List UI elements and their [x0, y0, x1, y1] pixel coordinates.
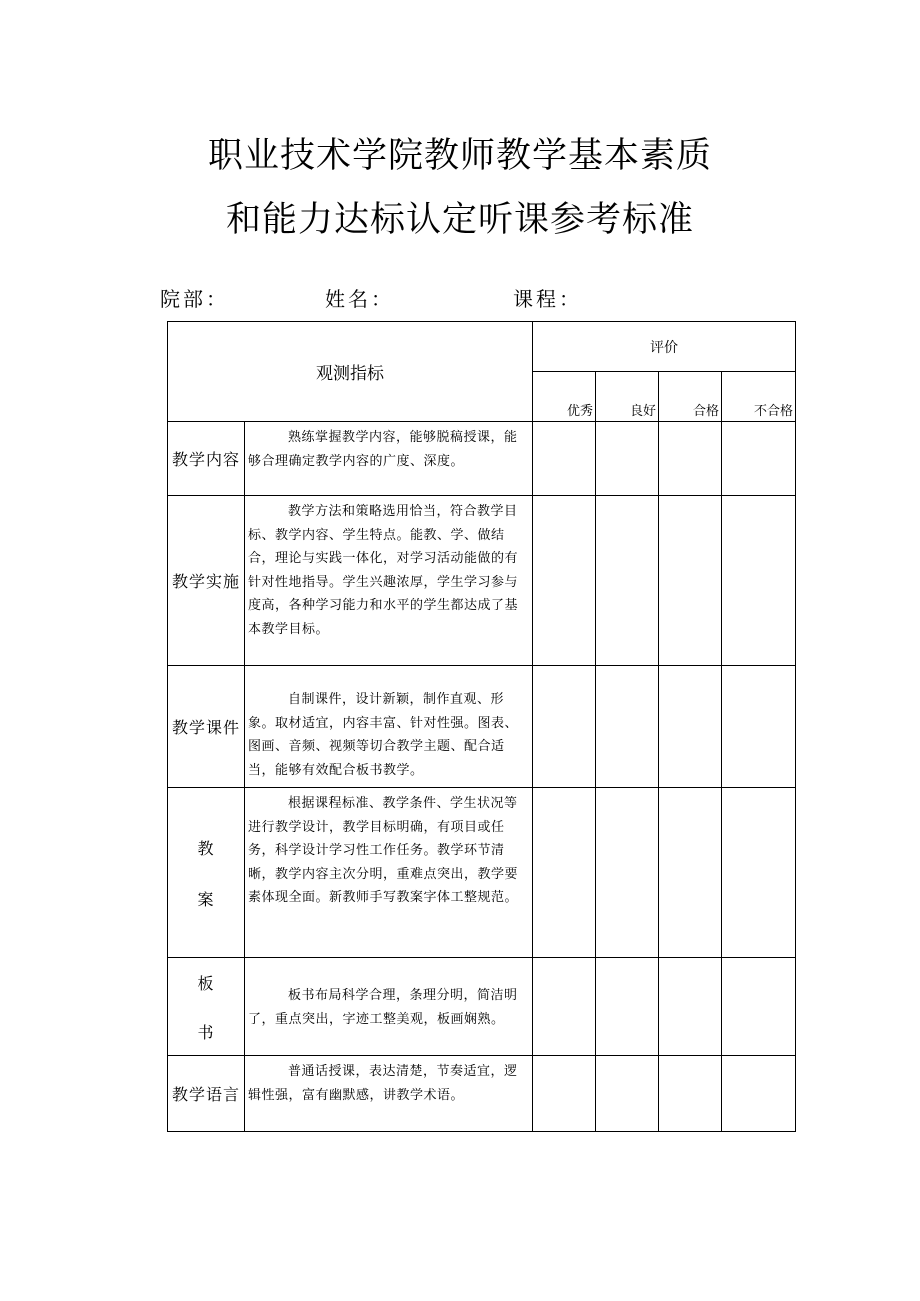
- grade-header-pass: 合格: [659, 372, 722, 422]
- row-description: 根据课程标准、教学条件、学生状况等进行教学设计，教学目标明确，有项目或任务，科学设计学习性工作任务。教学环节清晰，教学内容主次分明，重难点突出，教学要素体现全面。新教师手写教案字体工整规范。: [245, 788, 533, 958]
- row-description: 板书布局科学合理，条理分明，简洁明了，重点突出，字迹工整美观，板画娴熟。: [245, 958, 533, 1056]
- row-category: 教学内容: [168, 422, 245, 496]
- row-category-char: 板: [197, 973, 215, 993]
- score-cell-good[interactable]: [596, 422, 659, 496]
- grade-header-excellent: 优秀: [533, 372, 596, 422]
- department-label: 院部：: [160, 287, 229, 311]
- score-cell-pass[interactable]: [659, 422, 722, 496]
- score-cell-good[interactable]: [596, 666, 659, 788]
- score-cell-excellent[interactable]: [533, 666, 596, 788]
- grade-header-good: 良好: [596, 372, 659, 422]
- row-description: 普通话授课，表达清楚，节奏适宜，逻辑性强，富有幽默感，讲教学术语。: [245, 1056, 533, 1132]
- row-description: 熟练掌握教学内容，能够脱稿授课，能够合理确定教学内容的广度、深度。: [245, 422, 533, 496]
- score-cell-pass[interactable]: [659, 1056, 722, 1132]
- score-cell-excellent[interactable]: [533, 422, 596, 496]
- document-title-line-2: 和能力达标认定听课参考标准: [225, 200, 694, 240]
- table-row: [168, 422, 796, 496]
- table-row: [168, 788, 796, 958]
- document-title-line-1: 职业技术学院教师教学基本素质: [207, 136, 712, 176]
- score-cell-fail[interactable]: [722, 496, 796, 666]
- name-label: 姓名：: [325, 287, 394, 311]
- score-cell-good[interactable]: [596, 788, 659, 958]
- table-row: [168, 1056, 796, 1132]
- score-cell-fail[interactable]: [722, 788, 796, 958]
- score-cell-good[interactable]: [596, 1056, 659, 1132]
- score-cell-good[interactable]: [596, 496, 659, 666]
- score-cell-excellent[interactable]: [533, 496, 596, 666]
- score-cell-excellent[interactable]: [533, 1056, 596, 1132]
- evaluation-header: 评价: [533, 322, 796, 372]
- score-cell-fail[interactable]: [722, 1056, 796, 1132]
- score-cell-good[interactable]: [596, 958, 659, 1056]
- score-cell-pass[interactable]: [659, 666, 722, 788]
- score-cell-excellent[interactable]: [533, 958, 596, 1056]
- table-row: [168, 496, 796, 666]
- row-category: [168, 958, 245, 1056]
- table-row: [168, 666, 796, 788]
- row-category-char: 案: [197, 889, 215, 909]
- row-description: 教学方法和策略选用恰当，符合教学目标、教学内容、学生特点。能教、学、做结合，理论与实践一体化，对学习活动能做的有针对性地指导。学生兴趣浓厚，学生学习参与度高，各种学习能力和水平的学生都达成了基本教学目标。: [245, 496, 533, 666]
- row-category: 教学实施: [168, 496, 245, 666]
- score-cell-excellent[interactable]: [533, 788, 596, 958]
- row-category: [168, 788, 245, 958]
- course-label: 课程：: [513, 287, 582, 311]
- score-cell-fail[interactable]: [722, 958, 796, 1056]
- table-row: [168, 958, 796, 1056]
- grade-header-fail: 不合格: [722, 372, 796, 422]
- indicator-header: 观测指标: [168, 322, 533, 422]
- score-cell-fail[interactable]: [722, 422, 796, 496]
- evaluation-table: [167, 321, 796, 1132]
- score-cell-fail[interactable]: [722, 666, 796, 788]
- score-cell-pass[interactable]: [659, 788, 722, 958]
- score-cell-pass[interactable]: [659, 958, 722, 1056]
- row-category: 教学语言: [168, 1056, 245, 1132]
- score-cell-pass[interactable]: [659, 496, 722, 666]
- row-category-char: 书: [197, 1022, 215, 1042]
- row-description: 自制课件，设计新颖，制作直观、形象。取材适宜，内容丰富、针对性强。图表、图画、音频、视频等切合教学主题、配合适当，能够有效配合板书教学。: [245, 666, 533, 788]
- row-category: 教学课件: [168, 666, 245, 788]
- row-category-char: 教: [197, 838, 215, 858]
